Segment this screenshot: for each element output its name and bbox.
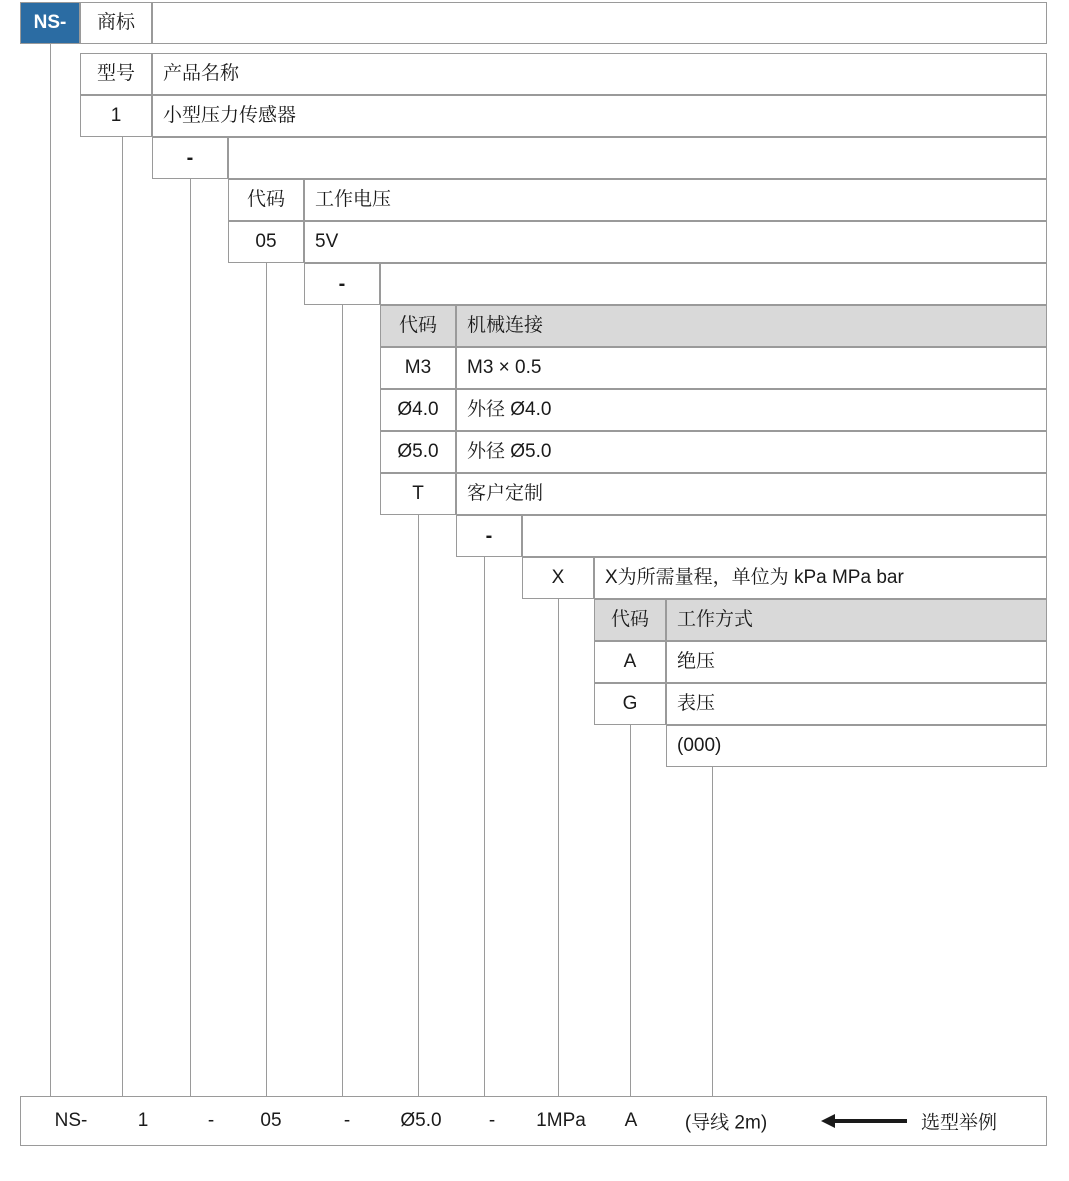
range-code-text: X [551, 566, 565, 588]
brand-code-text: NS- [33, 11, 67, 33]
connection-row-code-text: Ø4.0 [397, 398, 439, 420]
mode-header-code-text: 代码 [610, 608, 649, 630]
separator-dash-2-spacer [380, 263, 1047, 305]
connection-row-code-cell [380, 431, 456, 473]
connection-row-label-cell [456, 473, 1047, 515]
connection-row-label-text: 外径 Ø4.0 [467, 398, 552, 420]
example-part: (导线 2m) [684, 1112, 768, 1134]
connector-line-range [558, 598, 559, 1096]
mode-row-code-cell [594, 641, 666, 683]
range-label-text: X为所需量程，单位为 kPa MPa bar [605, 566, 904, 588]
brand-code-cell [20, 2, 80, 44]
model-row-code-text: 1 [110, 104, 122, 126]
connector-line-option [712, 766, 713, 1096]
model-header-label-cell [152, 53, 1047, 95]
voltage-row-label-cell [304, 221, 1047, 263]
connection-row-code-text: Ø5.0 [397, 440, 439, 462]
connector-line-dash1 [190, 178, 191, 1096]
connection-row-code-text: T [412, 482, 424, 504]
connection-header-label-text: 机械连接 [467, 314, 544, 336]
model-header-code-cell [80, 53, 152, 95]
example-part: NS- [54, 1110, 88, 1131]
separator-dash-1-text: - [186, 147, 194, 169]
example-caption: 选型举例 [921, 1112, 998, 1134]
connector-line-dash3 [484, 556, 485, 1096]
example-part: - [488, 1110, 496, 1131]
brand-label-text: 商标 [96, 11, 135, 33]
left-arrow-icon [821, 1114, 907, 1128]
connection-row-label-text: M3 × 0.5 [467, 356, 542, 378]
brand-spacer-cell [152, 2, 1047, 44]
voltage-row-code-text: 05 [255, 230, 277, 252]
mode-row-label-text: 绝压 [677, 650, 716, 672]
example-part: - [343, 1110, 351, 1131]
separator-dash-2-text: - [338, 273, 346, 295]
separator-dash-1-cell [152, 137, 228, 179]
connection-row-code-text: M3 [404, 356, 432, 378]
separator-dash-1-spacer [228, 137, 1047, 179]
range-code-cell [522, 557, 594, 599]
voltage-header-code-cell [228, 179, 304, 221]
connector-line-mode [630, 724, 631, 1096]
connection-row-label-text: 客户定制 [467, 482, 544, 504]
connection-row-code-cell [380, 473, 456, 515]
connector-line-connection [418, 514, 419, 1096]
connection-row-label-cell [456, 389, 1047, 431]
connection-row-code-cell [380, 347, 456, 389]
voltage-header-label-cell [304, 179, 1047, 221]
example-part: - [207, 1110, 215, 1131]
mode-row-label-cell [666, 641, 1047, 683]
example-part: A [624, 1110, 638, 1131]
mode-row-code-text: G [622, 692, 638, 714]
connection-header-label-cell [456, 305, 1047, 347]
example-part: 05 [260, 1110, 282, 1131]
model-header-code-text: 型号 [96, 62, 135, 84]
voltage-header-label-text: 工作电压 [315, 188, 392, 210]
voltage-row-code-cell [228, 221, 304, 263]
model-row-label-text: 小型压力传感器 [163, 104, 297, 126]
example-part: 1 [137, 1110, 149, 1131]
separator-dash-3-spacer [522, 515, 1047, 557]
separator-dash-3-text: - [485, 525, 493, 547]
connection-row-code-cell [380, 389, 456, 431]
separator-dash-2-cell [304, 263, 380, 305]
example-bar [20, 1096, 1047, 1146]
brand-label-cell [80, 2, 152, 44]
connection-row-label-cell [456, 347, 1047, 389]
connector-line-brand [50, 44, 51, 1096]
voltage-row-label-text: 5V [315, 230, 339, 252]
mode-header-code-cell [594, 599, 666, 641]
separator-dash-3-cell [456, 515, 522, 557]
range-label-cell [594, 557, 1047, 599]
model-row-label-cell [152, 95, 1047, 137]
model-header-label-text: 产品名称 [163, 62, 240, 84]
mode-row-label-text: 表压 [677, 692, 716, 714]
mode-header-label-cell [666, 599, 1047, 641]
connector-line-voltage [266, 262, 267, 1096]
example-part: Ø5.0 [400, 1110, 442, 1131]
connection-row-label-cell [456, 431, 1047, 473]
example-part: 1MPa [536, 1110, 586, 1131]
connection-header-code-text: 代码 [398, 314, 437, 336]
connector-line-dash2 [342, 304, 343, 1096]
mode-row-code-cell [594, 683, 666, 725]
mode-row-label-cell [666, 683, 1047, 725]
mode-header-label-text: 工作方式 [677, 608, 754, 630]
mode-row-label-cell [666, 725, 1047, 767]
mode-row-code-text: A [623, 650, 637, 672]
connection-row-label-text: 外径 Ø5.0 [467, 440, 552, 462]
model-row-code-cell [80, 95, 152, 137]
voltage-header-code-text: 代码 [246, 188, 285, 210]
mode-row-label-text: (000) [677, 734, 722, 756]
connection-header-code-cell [380, 305, 456, 347]
connector-line-model [122, 136, 123, 1096]
